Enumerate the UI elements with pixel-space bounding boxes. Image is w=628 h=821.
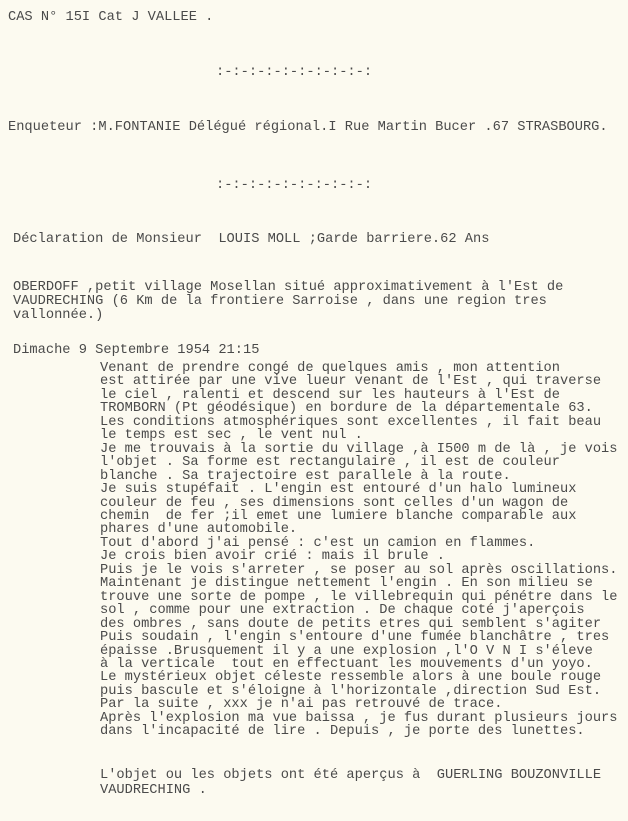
testimony-line: Puis je le vois s'arreter , se poser au sol après oscillations. — [100, 562, 618, 578]
testimony-line: Je suis stupéfait . L'engin est entouré d'un halo lumineux — [100, 482, 577, 498]
separator: :-:-:-:-:-:-:-:-:-: — [216, 178, 373, 193]
testimony-line: Puis soudain , l'engin s'entoure d'une fumée blanchâtre , tres — [100, 630, 610, 646]
conclusion-line: VAUDRECHING . — [100, 783, 207, 798]
testimony-line: Le mystérieux objet céleste ressemble alors à une boule rouge — [100, 670, 602, 686]
testimony-line: le ciel , ralenti et descend sur les hauteurs à l'Est de — [100, 387, 560, 403]
testimony-line: Venant de prendre congé de quelques amis , mon attention — [100, 361, 560, 376]
separator: :-:-:-:-:-:-:-:-:-: — [216, 65, 373, 80]
testimony-line: blanche . Sa trajectoire est parallele à la route. — [100, 468, 511, 484]
testimony-line: Les conditions atmosphériques sont excellentes , il fait beau — [100, 414, 602, 430]
testimony-line: phares d'une automobile. — [100, 522, 298, 538]
testimony-line: Tout d'abord j'ai pensé : c'est un camion en flammes. — [100, 535, 536, 551]
testimony-line: Je crois bien avoir crié : mais il brule . — [100, 549, 445, 565]
testimony-line: le temps est sec , le vent nul . — [100, 428, 363, 444]
testimony-line: à la verticale tout en effectuant les mouvements d'un yoyo. — [100, 656, 593, 672]
testimony-line: Après l'explosion ma vue baissa , je fus durant plusieurs jours — [100, 710, 618, 726]
testimony-line: Maintenant je distingue nettement l'engin . En son milieu se — [100, 576, 593, 592]
location-line: OBERDOFF ,petit village Mosellan situé approximativement à l'Est de — [13, 280, 564, 295]
testimony-line: sol , comme pour une extraction . De chaque coté j'aperçois — [100, 603, 585, 619]
declaration-line: Déclaration de Monsieur LOUIS MOLL ;Garde barriere.62 Ans — [13, 232, 490, 247]
testimony-line: des ombres , sans doute de petits etres qui semblent s'agiter — [100, 616, 602, 632]
location-line: vallonnée.) — [13, 308, 104, 323]
testimony-line: trouve une sorte de pompe , le villebrequin qui pénétre dans le — [100, 589, 618, 605]
testimony-line: est attirée par une vive lueur venant de l'Est , qui traverse — [100, 374, 602, 390]
testimony-line: puis bascule et s'éloigne à l'horizontale ,direction Sud Est. — [100, 683, 602, 699]
conclusion-line: L'objet ou les objets ont été aperçus à GUERLING BOUZONVILLE — [100, 768, 602, 783]
testimony — [100, 362, 617, 739]
testimony-line: dans l'incapacité de lire . Depuis , je porte des lunettes. — [100, 724, 585, 740]
testimony-line: l'objet . Sa forme est rectangulaire , il est de couleur — [100, 455, 560, 471]
case-header: CAS N° 15I Cat J VALLEE . — [8, 10, 214, 25]
investigator-line: Enqueteur :M.FONTANIE Délégué régional.I Rue Martin Bucer .67 STRASBOURG. — [8, 120, 608, 135]
testimony-line: Par la suite , xxx je n'ai pas retrouvé de trace. — [100, 697, 503, 713]
testimony-line: Je me trouvais à la sortie du village ,à I500 m de là , je vois — [100, 441, 618, 457]
testimony-line: TROMBORN (Pt géodésique) en bordure de la départementale 63. — [100, 401, 593, 417]
testimony-line: couleur de feu , ses dimensions sont celles d'un wagon de — [100, 495, 569, 511]
testimony-line: chemin de fer ;il emet une lumiere blanche comparable aux — [100, 508, 577, 524]
location-line: VAUDRECHING (6 Km de la frontiere Sarroise , dans une region tres — [13, 294, 547, 309]
testimony-line: épaisse .Brusquement il y a une explosion ,l'O V N I s'éleve — [100, 643, 593, 659]
date-line: Dimache 9 Septembre 1954 21:15 — [13, 343, 260, 358]
